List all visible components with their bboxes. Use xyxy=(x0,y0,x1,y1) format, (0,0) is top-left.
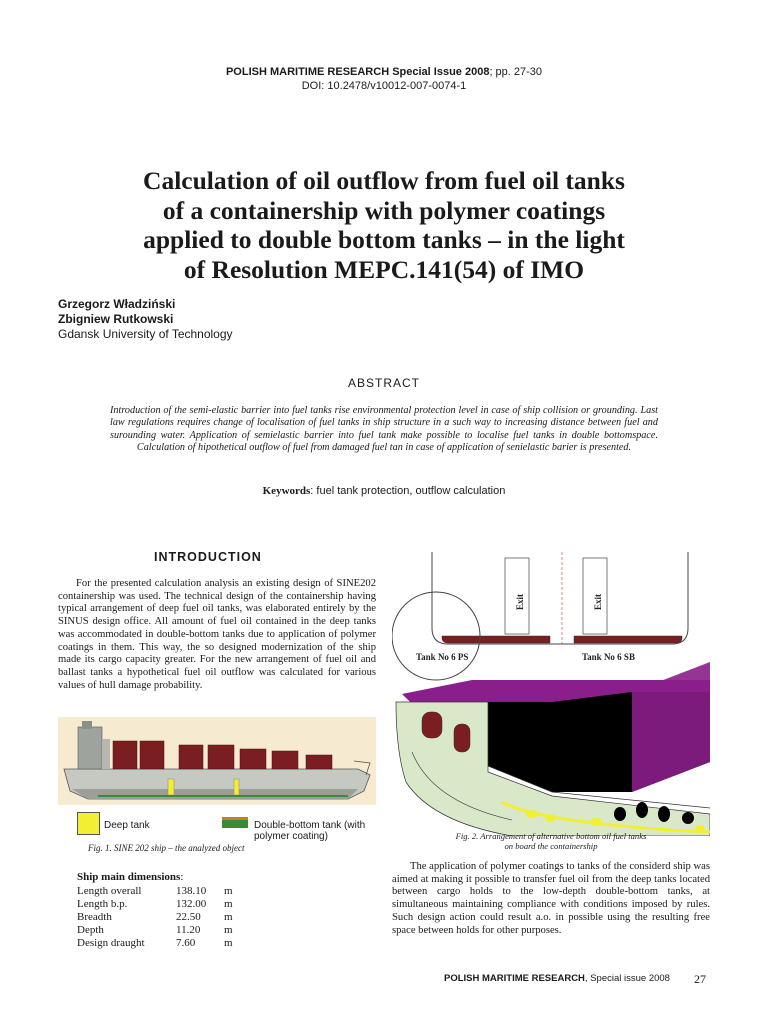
dimension-unit: m xyxy=(224,911,233,923)
dimension-label: Length b.p. xyxy=(77,898,128,910)
funnel xyxy=(82,721,92,729)
dimension-value: 132.00 xyxy=(176,898,207,910)
legend-swatch-double xyxy=(222,817,248,828)
footer-journal: POLISH MARITIME RESEARCH xyxy=(444,973,585,984)
journal-header xyxy=(0,66,768,78)
figure-caption xyxy=(392,831,710,851)
dimension-unit: m xyxy=(224,924,233,936)
paragraph-text: For the presented calculation analysis an existing design of SINE202 containership was used. The technical design of the containership having typical arrangement of deep fuel oil tanks, was elaborated entirely by the SINUS design office. All amount of fuel oil contained in the deep tanks was accommodated in double-bottom tanks due to application of polymer coatings in them. This way, the so designed modernization of the ship made its cargo capacity greater. For the new arrangement of fuel oil and ballast tanks a hypothetical fuel oil outflow was calculated for various values of hull damage probability. xyxy=(58,578,376,691)
journal-pages: ; pp. 27-30 xyxy=(489,66,543,78)
journal-name: POLISH MARITIME RESEARCH Special Issue 2008 xyxy=(225,66,490,78)
tank-label-sb: Tank No 6 SB xyxy=(582,652,635,662)
doi: DOI: 10.2478/v10012-007-0074-1 xyxy=(301,80,467,92)
hull-bottom xyxy=(72,789,358,799)
footer-issue: , Special issue 2008 xyxy=(584,973,670,984)
figure-caption: Fig. 1. SINE 202 ship – the analyzed object xyxy=(88,843,245,853)
figure-legend xyxy=(72,812,382,842)
footer xyxy=(444,973,670,984)
dimension-unit: m xyxy=(224,937,233,949)
exit-label: Exit xyxy=(515,593,525,610)
paper-title xyxy=(60,166,708,284)
abstract-text: Introduction of the semi-elastic barrier into fuel tanks rise environmental protection level in case of ship collision or grounding. Last law regulations requires change of localisation of fuel tanks in ship structure in a such way to increasing distance between fuel and surounding water. Application of semielastic barrier into fuel tank make possible to localise fuel tanks in double bottomspace. Calculation of hipothetical outflow of fuel from damaged fuel tan in case of application of senielastic barier is presented. xyxy=(110,405,658,453)
tank-arrangement-figure xyxy=(392,552,710,836)
caption-line: Fig. 2. Arrangement of alternative bottom oil fuel tanks xyxy=(455,831,647,841)
dimension-unit: m xyxy=(224,885,233,897)
dimension-value: 7.60 xyxy=(176,937,196,949)
dimension-value: 22.50 xyxy=(176,911,201,923)
superstructure xyxy=(78,727,102,769)
section-heading: INTRODUCTION xyxy=(154,550,262,564)
dimension-row xyxy=(77,911,233,923)
dimension-row xyxy=(77,924,233,936)
dimension-label: Length overall xyxy=(77,885,142,897)
exit-label: Exit xyxy=(593,593,603,610)
dimension-value: 11.20 xyxy=(176,924,201,936)
legend-label: Double-bottom tank (with polymer coating) xyxy=(254,820,366,842)
abstract-heading: ABSTRACT xyxy=(347,376,420,390)
page-number: 27 xyxy=(694,972,706,986)
dimension-label: Depth xyxy=(77,924,104,936)
dimension-unit: m xyxy=(224,898,233,910)
dimension-row xyxy=(77,937,233,949)
title-line: of a containership with polymer coatings xyxy=(162,195,606,225)
title-line: of Resolution MEPC.141(54) of IMO xyxy=(183,254,585,284)
dimension-label: Breadth xyxy=(77,911,112,923)
deckhouse xyxy=(102,739,110,769)
keywords xyxy=(0,485,768,497)
tank-label-ps: Tank No 6 PS xyxy=(416,652,469,662)
dimensions-heading xyxy=(77,871,183,883)
caption-line: on board the containership xyxy=(504,841,598,851)
dimension-row xyxy=(77,898,233,910)
dimension-value: 138.10 xyxy=(176,885,207,897)
title-line: Calculation of oil outflow from fuel oil tanks xyxy=(143,166,625,195)
legend-label: Deep tank xyxy=(104,820,150,831)
legend-swatch-deep xyxy=(77,812,100,835)
dimensions-heading-colon: : xyxy=(180,871,184,883)
author-name: Grzegorz Władziński xyxy=(58,297,176,311)
affiliation: Gdansk University of Technology xyxy=(58,327,233,341)
keywords-label: Keywords xyxy=(262,485,311,497)
body-paragraph xyxy=(58,578,376,692)
isometric-view xyxy=(396,662,710,836)
keywords-text: : fuel tank protection, outflow calculation xyxy=(310,485,506,497)
author-name: Zbigniew Rutkowski xyxy=(58,312,174,326)
dimensions-heading-text: Ship main dimensions xyxy=(77,871,181,883)
body-paragraph xyxy=(392,861,710,937)
ship-profile-figure xyxy=(58,717,376,805)
title-line: applied to double bottom tanks – in the light xyxy=(143,225,625,255)
dimension-label: Design draught xyxy=(77,937,145,949)
dimension-row xyxy=(77,885,233,897)
paragraph-text: The application of polymer coatings to tanks of the considerd ship was aimed at making it possible to transfer fuel oil from the deep tanks located between cargo holds to the low-depth double-bottom tanks, at simultaneous maintaining compliance with conditions imposed by rules. Such design action could result a.o. in possible using the resulting free space between holds for other purposes. xyxy=(392,861,710,936)
